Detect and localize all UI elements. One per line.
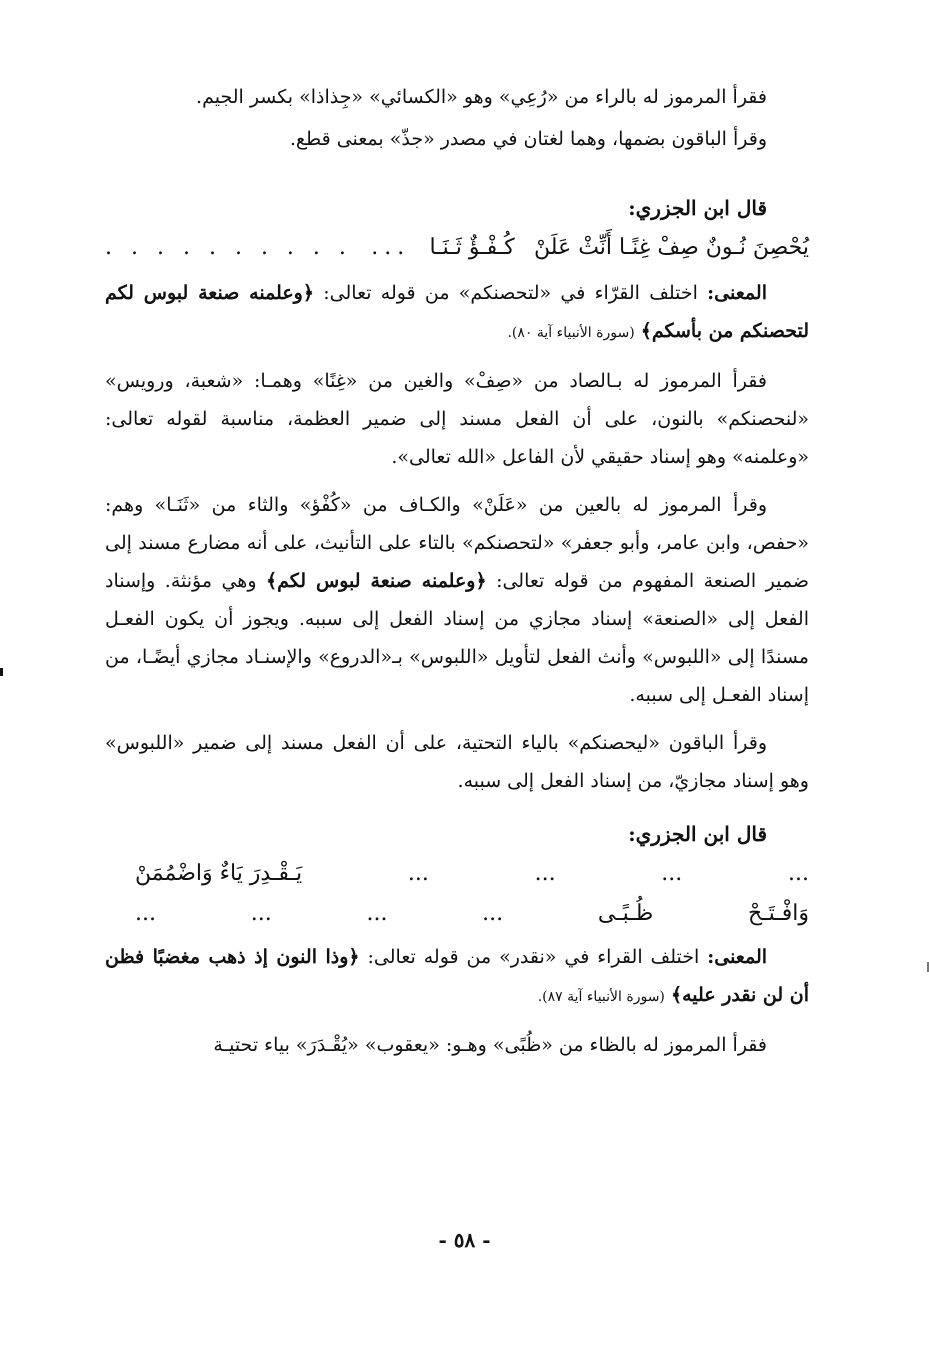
quran-quote: ﴿وذا النون إذ ذهب مغضبًا فظن أن لن نقدر عليه﴾ <box>105 946 809 1006</box>
verse-ellipsis: ... <box>407 861 429 886</box>
paragraph: فقرأ المرموز له بالظاء من «ظُبًى» وهـو: «يعقوب» «يُقْـدَرَ» بياء تحتيـة <box>213 1034 767 1056</box>
meaning-text: اختلف القراء في «نقدر» من قوله تعالى: <box>367 946 700 968</box>
verse-hemistich: وَافْـتَـحْ <box>748 901 809 926</box>
paragraph-text: وهي مؤنثة. وإسناد الفعل إلى «الصنعة» إسناد مجازي من إسناد الفعل إلى سببه. ويجوز أن يكون الفعـل مسندًا إلى «اللبوس» وأنث الفعل لتأويل «اللبوس» بـ«الدروع» والإسنـاد مجازي أيضًـا، من إسناد الفعـل إلى سببه. <box>105 570 809 706</box>
verse-ellipsis: ... <box>135 901 156 926</box>
meaning-text: اختلف القرّاء في «لتحصنكم» من قوله تعالى: <box>323 282 698 304</box>
quran-reference: (سورة الأنبياء آية ٨٠). <box>507 325 635 341</box>
poem-verse <box>105 228 809 268</box>
verse-ellipsis: ... <box>366 901 388 926</box>
poem-verse <box>105 854 809 894</box>
meaning-label: المعنى: <box>707 946 768 968</box>
section-heading: قال ابن الجزري: <box>628 196 767 220</box>
verse-hemistich: ظُـبًـى <box>597 901 654 926</box>
page-body <box>105 78 809 1064</box>
quran-reference: (سورة الأنبياء آية ٨٧). <box>537 989 665 1005</box>
paragraph: فقرأ المرموز له بـالصاد من «صِفْ» والغين من «غِنًا» وهمـا: «شعبة، ورويس» «لنحصنكم» بالنون، على أن الفعل مسند إلى ضمير العظمة، مناسبة لقوله تعالى: «وعلمنه» وهو إسناد حقيقي لأن الفاعل «الله تعالى». <box>105 370 809 468</box>
page-number: - ٥٨ - <box>438 1228 491 1252</box>
verse-ellipsis: ... <box>788 861 809 886</box>
verse-hemistich: يَـقْـدِرَ يَاءٌ وَاضْمُمَنْ <box>135 861 303 886</box>
margin-mark <box>0 668 3 676</box>
section-heading: قال ابن الجزري: <box>628 822 767 846</box>
verse-hemistich: كُـفْـؤٌ ثَـنَـا <box>429 235 515 260</box>
verse-ellipsis: ... <box>371 235 411 260</box>
paragraph: وقرأ الباقون «ليحصنكم» بالياء التحتية، على أن الفعل مسند إلى ضمير «اللبوس» وهو إسناد مجازيّ، من إسناد الفعل إلى سببه. <box>105 732 809 792</box>
meaning-label: المعنى: <box>707 282 767 304</box>
meaning-paragraph <box>105 938 809 1016</box>
quran-quote: ﴿وعلمنه صنعة لبوس لكم﴾ <box>265 570 487 592</box>
verse-ellipsis: ... <box>250 901 272 926</box>
verse-ellipsis: . . . . . . . . . . <box>105 235 352 260</box>
paragraph: وقرأ الباقون بضمها، وهما لغتان في مصدر «جذّ» بمعنى قطع. <box>289 128 767 150</box>
verse-ellipsis: ... <box>482 901 504 926</box>
quran-quote: ﴿وعلمنه صنعة لبوس لكم لتحصنكم من بأسكم﴾ <box>105 282 809 342</box>
poem-verse <box>105 894 809 934</box>
verse-ellipsis: ... <box>534 861 556 886</box>
meaning-paragraph <box>105 274 809 352</box>
verse-hemistich: يُحْصِنَ نُـونٌ صِفْ غِنًـا أَنِّثْ عَلَنْ <box>534 235 809 260</box>
verse-ellipsis: ... <box>661 861 683 886</box>
paragraph-text: وقرأ المرموز له بالعين من «عَلَنْ» والكـاف من «كُفْؤ» والثاء من «ثَنَـا» وهم: «حفص، وابن عامر، وأبو جعفر» «لتحصنكم» بالتاء على التأنيث، على أنه مضارع مسند إلى ضمير الصنعة المفهوم من قوله تعالى: <box>105 494 809 592</box>
paragraph: فقرأ المرموز له بالراء من «رُعِي» وهو «الكسائي» «جِذاذا» بكسر الجيم. <box>196 86 767 108</box>
paragraph <box>105 486 809 714</box>
